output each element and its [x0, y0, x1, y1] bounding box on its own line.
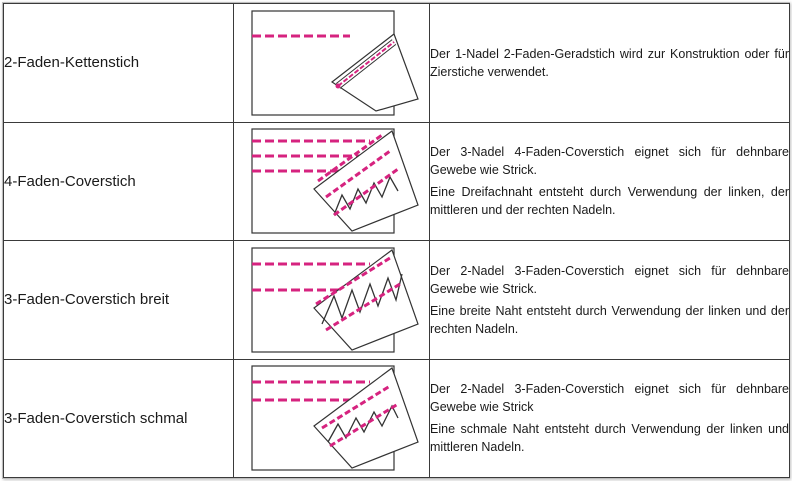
stitch-description: [430, 359, 790, 478]
stitch-name: 2-Faden-Kettenstich: [4, 4, 234, 123]
table-row: [4, 359, 790, 478]
description-paragraph: Eine Dreifachnaht entsteht durch Verwendung der linken, der mittleren und der rechten Nadeln.: [430, 185, 789, 218]
stitch-table: [3, 3, 790, 478]
description-paragraph: Eine schmale Naht entsteht durch Verwendung der linken und mittleren Nadeln.: [430, 422, 789, 455]
stitch-table-frame: [2, 2, 790, 479]
stitch-name: 3-Faden-Coverstich schmal: [4, 359, 234, 478]
description-paragraph: Der 2-Nadel 3-Faden-Coverstich eignet sich für dehnbare Gewebe wie Strick: [430, 382, 789, 415]
stitch-description: [430, 4, 790, 123]
table-row: [4, 122, 790, 241]
description-paragraph: Eine breite Naht entsteht durch Verwendung der linken und der rechten Nadeln.: [430, 303, 789, 336]
stitch-diagram-cell: [234, 241, 430, 360]
stitch-name: 4-Faden-Coverstich: [4, 122, 234, 241]
description-paragraph: Der 3-Nadel 4-Faden-Coverstich eignet sich für dehnbare Gewebe wie Strick.: [430, 145, 789, 178]
stitch-name: 3-Faden-Coverstich breit: [4, 241, 234, 360]
stitch-diagram-cell: [234, 359, 430, 478]
table-row: [4, 4, 790, 123]
stitch-diagram-cell: [234, 4, 430, 123]
coverstitch-narrow-diagram-icon: [242, 362, 422, 474]
table-row: [4, 241, 790, 360]
description-paragraph: Der 1-Nadel 2-Faden-Geradstich wird zur Konstruktion oder für Zierstiche verwendet.: [430, 46, 789, 79]
description-paragraph: Der 2-Nadel 3-Faden-Coverstich eignet sich für dehnbare Gewebe wie Strick.: [430, 263, 789, 296]
coverstitch-wide-diagram-icon: [242, 244, 422, 356]
coverstitch-triple-diagram-icon: [242, 125, 422, 237]
stitch-diagram-cell: [234, 122, 430, 241]
stitch-description: [430, 122, 790, 241]
chain-stitch-diagram-icon: [242, 7, 422, 119]
stitch-description: [430, 241, 790, 360]
